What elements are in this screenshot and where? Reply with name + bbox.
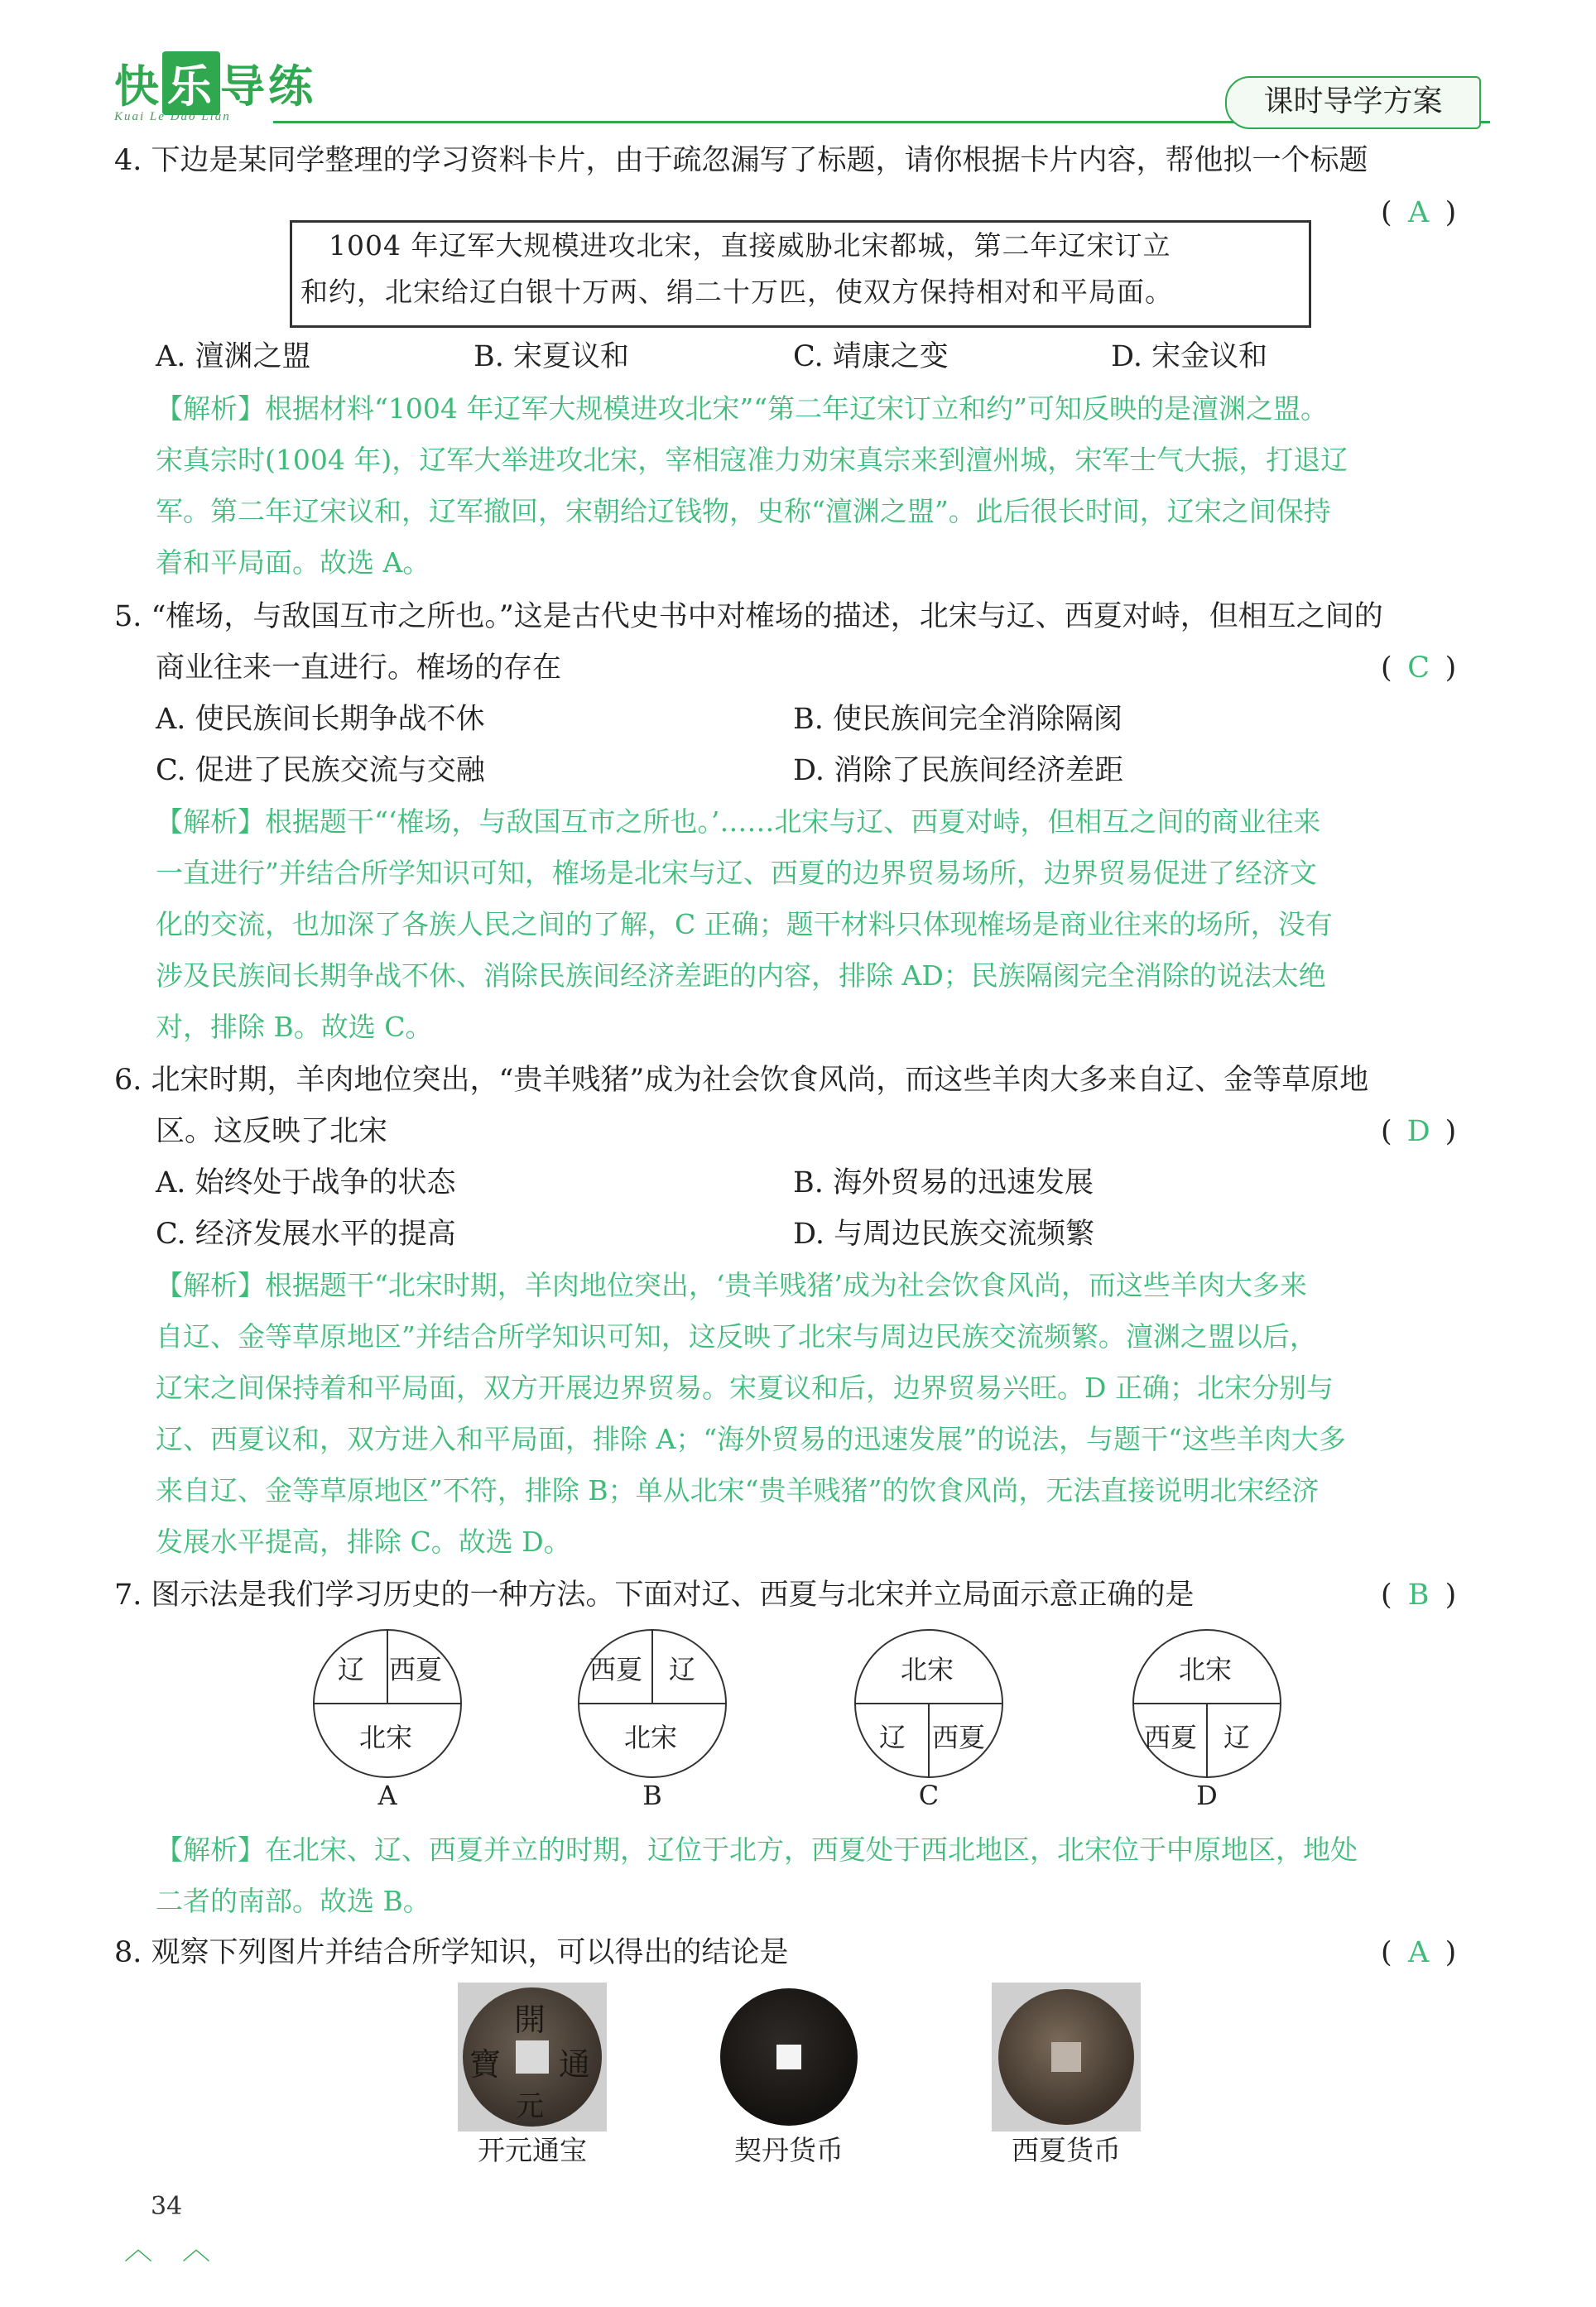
- brand-logo: [114, 51, 316, 123]
- q5-option-c: C. 促进了民族交流与交融: [156, 754, 485, 787]
- diagram-caption: B: [642, 1780, 662, 1811]
- stem-line: 区。这反映了北宋: [156, 1115, 388, 1148]
- q7-answer-letter: B: [1407, 1579, 1430, 1612]
- q5-stem: [114, 591, 1383, 694]
- diagram-label: 辽: [338, 1654, 365, 1685]
- diagram-label: 辽: [879, 1722, 906, 1753]
- q5-answer-letter: C: [1407, 651, 1430, 685]
- q6-option-b: B. 海外贸易的迅速发展: [793, 1166, 1094, 1199]
- explanation-line: 【解析】根据题干“北宋时期，羊肉地位突出，‘贵羊贱猪’成为社会饮食风尚，而这些羊肉大多来: [156, 1269, 1307, 1301]
- q4-card-line: 和约，北宋给辽白银十万两、绢二十万匹，使双方保持相对和平局面。: [300, 276, 1173, 308]
- q5-option-a: A. 使民族间长期争战不休: [156, 703, 485, 736]
- diagram-label: 北宋: [624, 1722, 678, 1753]
- brand-box: 乐: [162, 51, 220, 115]
- section-tag: 课时导学方案: [1225, 76, 1481, 129]
- diagram-c: [854, 1629, 1003, 1778]
- diagram-label: 西夏: [932, 1722, 986, 1753]
- diagram-label: 北宋: [359, 1722, 413, 1753]
- diagram-label: 西夏: [1144, 1722, 1198, 1753]
- diagram-d: [1132, 1629, 1281, 1778]
- explanation-line: 【解析】根据题干“‘榷场，与敌国互市之所也。’……北宋与辽、西夏对峙，但相互之间的商业往来: [156, 805, 1321, 838]
- q4-explanation: [156, 383, 1348, 589]
- coin-char: 元: [516, 2090, 544, 2123]
- chevron-up-icon: ︿: [182, 2233, 210, 2266]
- diagram-label: 西夏: [389, 1654, 443, 1685]
- q7-answer: ( B ): [1381, 1569, 1456, 1621]
- explanation-line: 军。第二年辽宋议和，辽军撤回，宋朝给辽钱物，史称“澶渊之盟”。此后很长时间，辽宋之间保持: [156, 495, 1331, 527]
- diagram-label: 西夏: [589, 1654, 643, 1685]
- explanation-line: 自辽、金等草原地区”并结合所学知识可知，这反映了北宋与周边民族交流频繁。澶渊之盟以后，: [156, 1320, 1317, 1353]
- coin-image-khitan: [719, 1987, 859, 2127]
- coin-image-kaiyuan: [458, 1983, 607, 2132]
- explanation-line: 辽、西夏议和，双方进入和平局面，排除 A；“海外贸易的迅速发展”的说法，与题干“这些羊肉大多: [156, 1423, 1346, 1455]
- q4-answer: ( A ): [1381, 187, 1456, 238]
- diagram-label: 辽: [669, 1654, 696, 1685]
- diagram-label: 辽: [1223, 1722, 1251, 1753]
- page-number: 34: [151, 2192, 183, 2221]
- diagram-label: 北宋: [901, 1654, 954, 1685]
- brand-post: 导练: [220, 60, 316, 113]
- explanation-line: 【解析】根据材料“1004 年辽军大规模进攻北宋”“第二年辽宋订立和约”可知反映的是澶渊之盟。: [156, 392, 1328, 425]
- coin-char: 通: [559, 2046, 591, 2083]
- q4-stem: 4. 下边是某同学整理的学习资料卡片，由于疏忽漏写了标题，请你根据卡片内容，帮他拟一个标题: [114, 144, 1368, 177]
- diagram-b: [578, 1629, 727, 1778]
- q8-answer: ( A ): [1381, 1927, 1456, 1978]
- coin-caption: 西夏货币: [1012, 2134, 1121, 2166]
- explanation-line: 来自辽、金等草原地区”不符，排除 B；单从北宋“贵羊贱猪”的饮食风尚，无法直接说明北宋经济: [156, 1474, 1320, 1507]
- explanation-line: 着和平局面。故选 A。: [156, 546, 430, 579]
- q4-option-d: D. 宋金议和: [1111, 340, 1268, 373]
- q4-option-b: B. 宋夏议和: [474, 340, 629, 373]
- explanation-line: 一直进行”并结合所学知识可知，榷场是北宋与辽、西夏的边界贸易场所，边界贸易促进了经济文: [156, 857, 1317, 889]
- coin-caption: 开元通宝: [478, 2134, 587, 2166]
- explanation-line: 发展水平提高，排除 C。故选 D。: [156, 1526, 571, 1558]
- diagram-label: 北宋: [1179, 1654, 1233, 1685]
- stem-line: 5. “榷场，与敌国互市之所也。”这是古代史书中对榷场的描述，北宋与辽、西夏对峙，但相互之间的: [114, 600, 1383, 633]
- q4-answer-letter: A: [1408, 196, 1430, 229]
- explanation-line: 涉及民族间长期争战不休、消除民族间经济差距的内容，排除 AD；民族隔阂完全消除的说法太绝: [156, 959, 1326, 992]
- diagram-caption: C: [918, 1780, 940, 1811]
- q8-stem: 8. 观察下列图片并结合所学知识，可以得出的结论是: [114, 1936, 789, 1969]
- coin-char: 寶: [469, 2046, 502, 2083]
- q6-option-c: C. 经济发展水平的提高: [156, 1218, 456, 1251]
- q6-stem: [114, 1055, 1368, 1157]
- q4-card: [290, 220, 1311, 328]
- q6-explanation: [156, 1260, 1346, 1568]
- coin-caption: 契丹货币: [734, 2134, 844, 2166]
- coin-image-xixia: [992, 1983, 1141, 2132]
- explanation-line: 辽宋之间保持着和平局面，双方开展边界贸易。宋夏议和后，边界贸易兴旺。D 正确；北宋分别与: [156, 1372, 1334, 1404]
- explanation-line: 【解析】在北宋、辽、西夏并立的时期，辽位于北方，西夏处于西北地区，北宋位于中原地区，地处: [156, 1834, 1358, 1866]
- q6-answer-letter: D: [1406, 1115, 1430, 1148]
- stem-line: 商业往来一直进行。榷场的存在: [156, 651, 562, 685]
- explanation-line: 化的交流，也加深了各族人民之间的了解，C 正确；题干材料只体现榷场是商业往来的场所，没有: [156, 908, 1333, 940]
- q6-answer: ( D ): [1381, 1106, 1456, 1157]
- q4-option-c: C. 靖康之变: [793, 340, 949, 373]
- q7-explanation: [156, 1824, 1358, 1927]
- brand-pinyin: Kuai Le Dao Lian: [114, 110, 231, 123]
- q5-option-b: B. 使民族间完全消除隔阂: [793, 703, 1122, 736]
- diagram-caption: A: [377, 1780, 397, 1811]
- q5-option-d: D. 消除了民族间经济差距: [793, 754, 1124, 787]
- q5-answer: ( C ): [1381, 642, 1456, 694]
- q4-option-a: A. 澶渊之盟: [156, 340, 311, 373]
- diagram-caption: D: [1196, 1780, 1218, 1811]
- q6-option-a: A. 始终处于战争的状态: [156, 1166, 456, 1199]
- q4-card-line: 1004 年辽军大规模进攻北宋，直接威胁北宋都城，第二年辽宋订立: [300, 229, 1171, 262]
- stem-line: 6. 北宋时期，羊肉地位突出，“贵羊贱猪”成为社会饮食风尚，而这些羊肉大多来自辽、金等草原地: [114, 1064, 1369, 1097]
- coin-char: 開: [514, 2002, 546, 2038]
- diagram-a: [313, 1629, 462, 1778]
- explanation-line: 宋真宗时(1004 年)，辽军大举进攻北宋，宰相寇准力劝宋真宗来到澶州城，宋军士气大振，打退辽: [156, 444, 1348, 476]
- q5-explanation: [156, 796, 1333, 1053]
- brand-pre: 快: [114, 60, 162, 113]
- explanation-line: 二者的南部。故选 B。: [156, 1885, 430, 1917]
- q8-answer-letter: A: [1408, 1936, 1430, 1969]
- q7-stem: 7. 图示法是我们学习历史的一种方法。下面对辽、西夏与北宋并立局面示意正确的是: [114, 1579, 1195, 1612]
- explanation-line: 对，排除 B。故选 C。: [156, 1011, 433, 1043]
- q6-option-d: D. 与周边民族交流频繁: [793, 1218, 1095, 1251]
- chevron-up-icon: ︿: [124, 2233, 152, 2266]
